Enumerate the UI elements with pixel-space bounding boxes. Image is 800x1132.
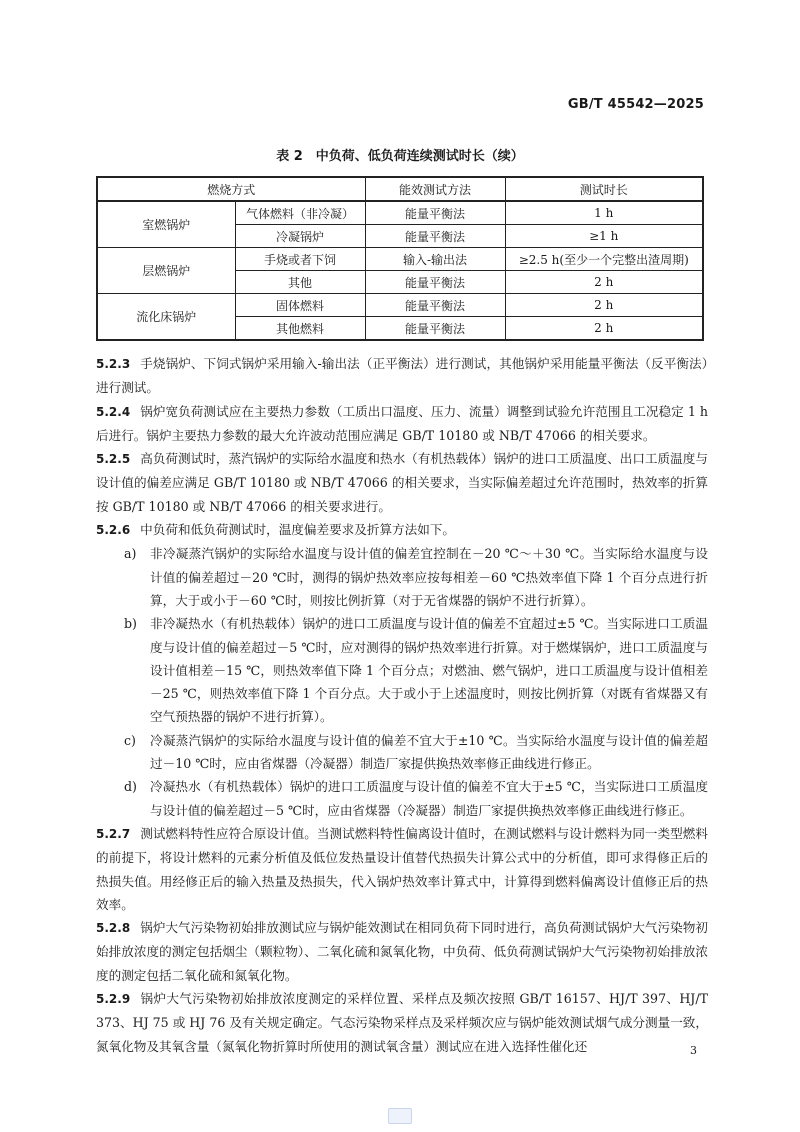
clause-5-2-6 bbox=[96, 518, 708, 542]
list-item-text: 冷凝热水（有机热载体）锅炉的进口工质温度与设计值的偏差不宜大于±5 ℃，当实际进口工质温度与设计值的偏差超过－5 ℃时，应由省煤器（冷凝器）制造厂家提供换热效率修正曲线进行修正。 bbox=[150, 779, 708, 818]
table-header-row bbox=[97, 177, 703, 201]
clause-5-2-9 bbox=[96, 987, 708, 1058]
header-duration: 测试时长 bbox=[505, 177, 703, 201]
duration-table bbox=[96, 176, 704, 341]
page-number: 3 bbox=[690, 1044, 697, 1057]
clause-5-2-8 bbox=[96, 916, 708, 987]
list-item bbox=[96, 612, 708, 728]
list-marker: d) bbox=[124, 779, 137, 795]
group-name: 层燃锅炉 bbox=[97, 248, 235, 294]
clause-number: 5.2.9 bbox=[96, 992, 131, 1007]
clause-text: 锅炉宽负荷测试应在主要热力参数（工质出口温度、压力、流量）调整到试验允许范围且工况稳定 1 h 后进行。锅炉主要热力参数的最大允许波动范围应满足 GB/T 10180 或 NB/T 47066 的相关要求。 bbox=[96, 403, 708, 443]
method-cell: 能量平衡法 bbox=[365, 317, 505, 341]
fuel-cell: 其他 bbox=[235, 271, 365, 294]
fuel-cell: 固体燃料 bbox=[235, 294, 365, 317]
clause-number: 5.2.8 bbox=[96, 921, 131, 936]
standard-code: GB/T 45542—2025 bbox=[567, 97, 704, 112]
clause-number: 5.2.3 bbox=[96, 357, 131, 371]
clause-5-2-5 bbox=[96, 447, 708, 518]
table-row bbox=[97, 201, 703, 225]
clause-text: 锅炉大气污染物初始排放浓度测定的采样位置、采样点及频次按照 GB/T 16157、HJ/T 397、HJ/T 373、HJ 75 或 HJ 76 及有关规定确定。气态污染物采样点及采样频次应与锅炉能效测试烟气成分测量一致，氮氧化物及其氧含量（氮氧化物折算时所使用的测试氧含量）测试应在进入选择性催化还 bbox=[96, 991, 708, 1054]
group-name: 室燃锅炉 bbox=[97, 201, 235, 248]
method-cell: 能量平衡法 bbox=[365, 294, 505, 317]
clause-text: 手烧锅炉、下饲式锅炉采用输入-输出法（正平衡法）进行测试，其他锅炉采用能量平衡法（反平衡法）进行测试。 bbox=[96, 356, 708, 396]
clause-text: 测试燃料特性应符合原设计值。当测试燃料特性偏离设计值时，在测试燃料与设计燃料为同一类型燃料的前提下，将设计燃料的元素分析值及低位发热量设计值替代热损失计算公式中的分析值，即可求得修正后的热损失值。用经修正后的输入热量及热损失，代入锅炉热效率计算式中，计算得到燃料偏离设计值修正后的热效率。 bbox=[96, 825, 708, 912]
list-marker: c) bbox=[124, 732, 136, 748]
table-row bbox=[97, 294, 703, 317]
duration-cell: ≥2.5 h(至少一个完整出渣周期) bbox=[505, 248, 703, 271]
fuel-cell: 手烧或者下饲 bbox=[235, 248, 365, 271]
duration-cell: 1 h bbox=[505, 201, 703, 225]
list-marker: a) bbox=[124, 546, 137, 562]
list-item bbox=[96, 542, 708, 612]
clause-number: 5.2.6 bbox=[96, 523, 131, 538]
duration-cell: 2 h bbox=[505, 317, 703, 341]
method-cell: 输入-输出法 bbox=[365, 248, 505, 271]
list-item-text: 非冷凝热水（有机热载体）锅炉的进口工质温度与设计值的偏差不宜超过±5 ℃。当实际进口工质温度与设计值的偏差超过－5 ℃时，应对测得的锅炉热效率进行折算。对于燃煤锅炉，进口工质温度与设计值相差－15 ℃，则热效率值下降 1 个百分点；对燃油、燃气锅炉，进口工质温度与设计值相差－25 ℃，则热效率值下降 1 个百分点。大于或小于上述温度时，则按比例折算（对既有省煤器又有空气预热器的锅炉不进行折算）。 bbox=[150, 616, 708, 725]
list-item bbox=[96, 729, 708, 776]
method-cell: 能量平衡法 bbox=[365, 201, 505, 225]
clause-number: 5.2.4 bbox=[96, 404, 131, 419]
body-text bbox=[96, 352, 708, 1058]
method-cell: 能量平衡法 bbox=[365, 225, 505, 248]
clause-text: 锅炉大气污染物初始排放测试应与锅炉能效测试在相同负荷下同时进行，高负荷测试锅炉大气污染物初始排放浓度的测定包括烟尘（颗粒物）、二氧化硫和氮氧化物，中负荷、低负荷测试锅炉大气污染物初始排放浓度的测定包括二氧化硫和氮氧化物。 bbox=[96, 920, 708, 983]
fuel-cell: 冷凝锅炉 bbox=[235, 225, 365, 248]
footer-logo-icon bbox=[388, 1108, 412, 1124]
list-item-text: 非冷凝蒸汽锅炉的实际给水温度与设计值的偏差宜控制在－20 ℃～＋30 ℃。当实际给水温度与设计值的偏差超过－20 ℃时，测得的锅炉热效率应按每相差－60 ℃热效率值下降 1 个百分点进行折算，大于或小于－60 ℃时，则按比例折算（对于无省煤器的锅炉不进行折算）。 bbox=[150, 546, 708, 608]
list-item-text: 冷凝蒸汽锅炉的实际给水温度与设计值的偏差不宜大于±10 ℃。当实际给水温度与设计值的偏差超过－10 ℃时，应由省煤器（冷凝器）制造厂家提供换热效率修正曲线进行修正。 bbox=[150, 732, 708, 772]
duration-cell: ≥1 h bbox=[505, 225, 703, 248]
table-row bbox=[97, 248, 703, 271]
duration-cell: 2 h bbox=[505, 294, 703, 317]
header-method: 能效测试方法 bbox=[365, 177, 505, 201]
clause-5-2-4 bbox=[96, 400, 708, 448]
clause-text: 高负荷测试时，蒸汽锅炉的实际给水温度和热水（有机热载体）锅炉的进口工质温度、出口工质温度与设计值的偏差应满足 GB/T 10180 或 NB/T 47066 的相关要求，当实际偏差超过允许范围时，热效率的折算按 GB/T 10180 或 NB/T 47066 的相关要求进行。 bbox=[96, 451, 708, 514]
list-marker: b) bbox=[124, 616, 137, 632]
duration-cell: 2 h bbox=[505, 271, 703, 294]
fuel-cell: 其他燃料 bbox=[235, 317, 365, 341]
method-cell: 能量平衡法 bbox=[365, 271, 505, 294]
clause-number: 5.2.5 bbox=[96, 452, 131, 467]
fuel-cell: 气体燃料（非冷凝） bbox=[235, 201, 365, 225]
clause-5-2-7 bbox=[96, 822, 708, 916]
clause-5-2-3 bbox=[96, 352, 708, 400]
clause-text: 中负荷和低负荷测试时，温度偏差要求及折算方法如下。 bbox=[140, 522, 456, 538]
table-caption: 表 2 中负荷、低负荷连续测试时长（续） bbox=[276, 149, 524, 164]
clause-number: 5.2.7 bbox=[96, 826, 131, 841]
list-item bbox=[96, 775, 708, 822]
group-name: 流化床锅炉 bbox=[97, 294, 235, 341]
header-combustion: 燃烧方式 bbox=[97, 177, 365, 201]
